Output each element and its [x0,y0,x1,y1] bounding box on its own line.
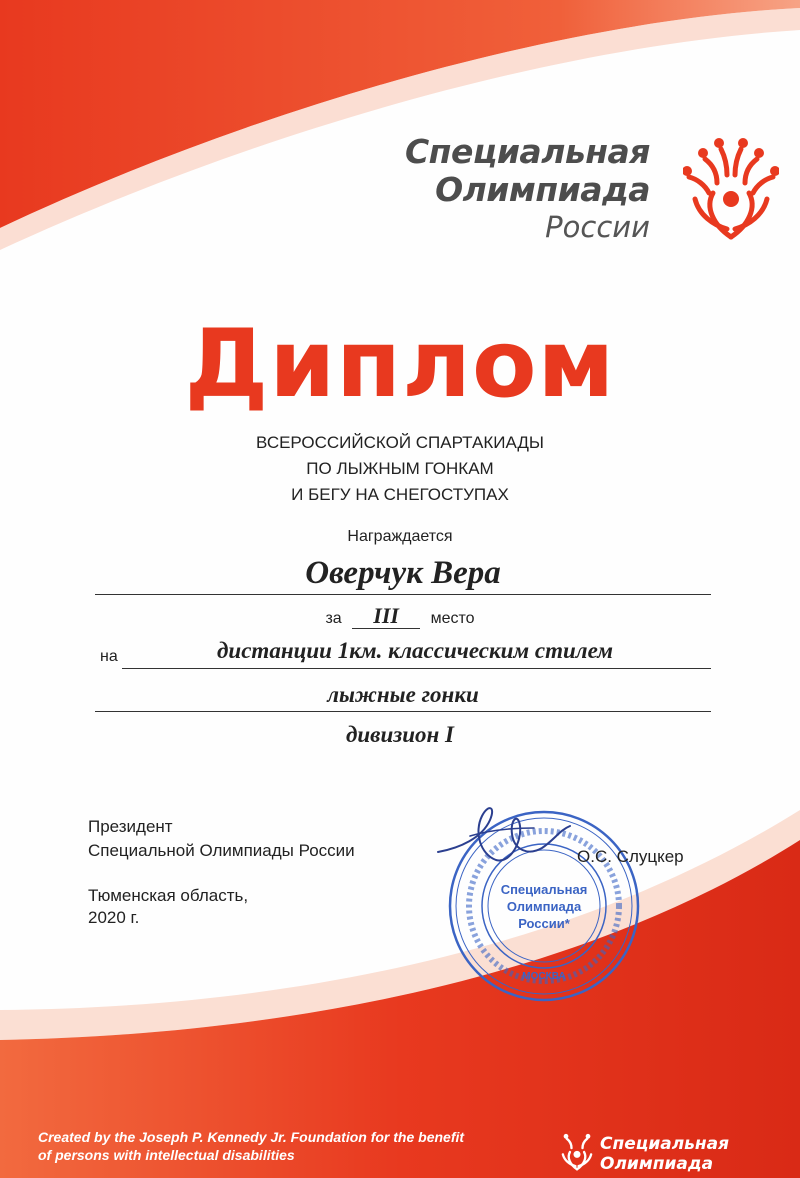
footer-credit-line-1: Created by the Joseph P. Kennedy Jr. Foundation for the benefit [38,1129,465,1145]
place-row [0,604,800,629]
place-value: III [352,604,420,629]
brand-wordmark [405,133,650,245]
subtitle-line-2: ПО ЛЫЖНЫМ ГОНКАМ [306,459,494,478]
brand-line-2: Олимпиада [435,170,650,209]
distance-underline [122,668,711,669]
recipient-name: Оверчук Вера [305,555,501,591]
brand-country: России [545,210,650,244]
special-olympics-logo-icon [683,137,779,249]
recipient-underline [95,594,711,595]
distance-value: дистанции 1км. классическим стилем [217,638,613,663]
place-suffix: место [430,610,475,627]
footer-brand-line-2: Олимпиада [600,1154,714,1174]
region-line: Тюменская область, [88,886,249,905]
sport-underline [95,711,711,712]
year-line: 2020 г. [88,908,140,927]
footer-credit-line-2: of persons with intellectual disabilities [38,1147,295,1163]
footer-credit [38,1128,464,1164]
stamp-center-3: России* [518,916,570,931]
signature-mark [430,790,580,880]
footer-brand [600,1134,729,1174]
sport-value: лыжные гонки [327,682,479,707]
footer-logo-icon [557,1130,597,1174]
event-subtitle [0,430,800,508]
place-prefix: за [325,610,342,627]
diploma-title: Диплом [184,310,616,419]
awarded-label: Награждается [347,528,453,545]
stamp-center-1: Специальная [500,882,588,897]
brand-line-1: Специальная [404,132,650,171]
president-title [88,815,355,863]
subtitle-line-1: ВСЕРОССИЙСКОЙ СПАРТАКИАДЫ [256,433,544,452]
stamp-center-2: Олимпиада [506,899,582,914]
subtitle-line-3: И БЕГУ НА СНЕГОСТУПАХ [291,485,509,504]
division-value: дивизион I [345,722,454,747]
president-line-2: Специальной Олимпиады России [88,841,355,860]
footer-brand-line-1: Специальная [600,1134,730,1154]
stamp-city: МОСКВА [522,971,566,982]
distance-prefix: на [100,648,118,665]
president-line-1: Президент [88,817,173,836]
issue-place-date [88,885,248,929]
signer-name: О.С. Слуцкер [577,847,684,866]
